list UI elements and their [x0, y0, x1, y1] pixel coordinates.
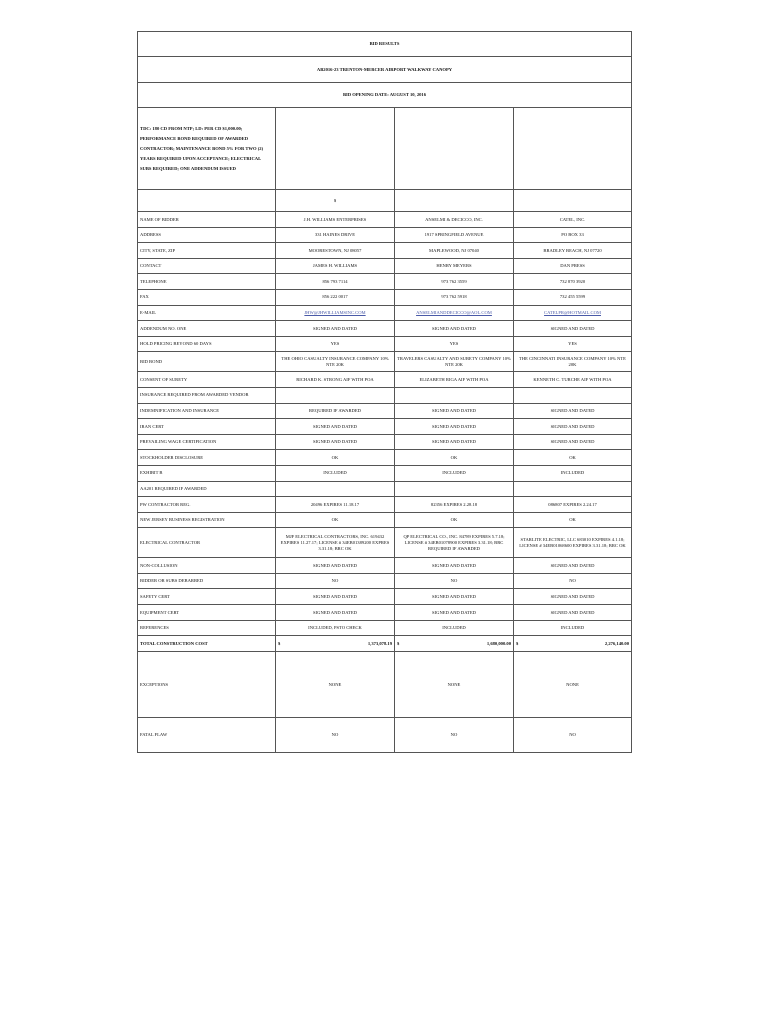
table-row — [138, 289, 632, 305]
cell-value: NONE — [514, 652, 632, 718]
currency-col2 — [395, 190, 514, 212]
total-amount: 1,373,078.19 — [367, 640, 392, 646]
row-label: BID BOND — [138, 352, 276, 372]
cell-value: SIGNED AND DATED — [395, 434, 514, 450]
notes-col1 — [276, 108, 395, 190]
cell-value: OK — [276, 512, 395, 528]
cell-value: SIGNED AND DATED — [395, 321, 514, 337]
cell-value: NONE — [276, 652, 395, 718]
cell-value: YES — [276, 336, 395, 352]
currency-col1: $ — [276, 190, 395, 212]
total-amount: 2,276,140.00 — [604, 640, 630, 646]
cell-value: QP ELECTRICAL CO., INC. 84789 EXPIRES 5.7.18; LICENSE # 34EB01078900 EXPIRES 3.31.18; BRC REQUIRED IF AWARDED — [395, 528, 514, 558]
table-row — [138, 321, 632, 337]
table-row — [138, 352, 632, 372]
project-title: AB2016-23 TRENTON-MERCER AIRPORT WALKWAY CANOPY — [138, 57, 632, 83]
cell-value: SIGNED AND DATED — [514, 605, 632, 621]
table-row — [138, 419, 632, 435]
table-row — [138, 305, 632, 321]
table-row — [138, 605, 632, 621]
cell-value: SIGNED AND DATED — [514, 558, 632, 574]
row-label: BIDDER OR SUBS DEBARRED — [138, 573, 276, 589]
cell-value: 1917 SPRINGFIELD AVENUE — [395, 227, 514, 243]
email-link[interactable]: ANSELMIANDDECICCO@AOL.COM — [395, 305, 514, 321]
row-label: INDEMNIFICATION AND INSURANCE — [138, 403, 276, 419]
row-label: AA201 REQUIRED IF AWARDED — [138, 481, 276, 497]
cell-value: CATEL, INC. — [514, 212, 632, 228]
cell-value: JAMES H. WILLIAMS — [276, 258, 395, 274]
row-label: TELEPHONE — [138, 274, 276, 290]
row-label: ELECTRICAL CONTRACTOR — [138, 528, 276, 558]
row-label: IRAN CERT — [138, 419, 276, 435]
table-row — [138, 465, 632, 481]
row-label: REFERENCES — [138, 620, 276, 636]
cell-value: THE OHIO CASUALTY INSURANCE COMPANY 10% NTE 20K — [276, 352, 395, 372]
total-value — [395, 636, 514, 652]
cell-value: NO — [514, 718, 632, 753]
row-label: FAX — [138, 289, 276, 305]
table-row — [138, 227, 632, 243]
total-row — [138, 636, 632, 652]
row-label: CONSENT OF SURETY — [138, 372, 276, 388]
cell-value: 331 HAINES DRIVE — [276, 227, 395, 243]
cell-value: 82356 EXPIRES 2.28.18 — [395, 497, 514, 513]
cell-value: SIGNED AND DATED — [276, 605, 395, 621]
cell-value: REQUIRED IF AWARDED — [276, 403, 395, 419]
cell-value: NO — [395, 718, 514, 753]
cell-value: 732 455 5599 — [514, 289, 632, 305]
cell-value: SIGNED AND DATED — [276, 589, 395, 605]
currency-symbol: $ — [516, 640, 519, 646]
cell-value: OK — [395, 450, 514, 466]
cell-value: SIGNED AND DATED — [395, 605, 514, 621]
cell-value: OK — [514, 512, 632, 528]
table-row — [138, 387, 632, 403]
cell-value: KENNETH C. TURCHE AIF WITH POA — [514, 372, 632, 388]
currency-label — [138, 190, 276, 212]
cell-value: INCLUDED — [514, 465, 632, 481]
cell-value: SIGNED AND DATED — [514, 434, 632, 450]
cell-value: NO — [276, 718, 395, 753]
cell-value: DAN PRESS — [514, 258, 632, 274]
cell-value — [276, 387, 395, 403]
currency-col3 — [514, 190, 632, 212]
cell-value: PO BOX 33 — [514, 227, 632, 243]
currency-symbol: $ — [278, 640, 281, 646]
table-row — [138, 497, 632, 513]
row-label: EQUIPMENT CERT — [138, 605, 276, 621]
row-label: EXCEPTIONS — [138, 652, 276, 718]
cell-value: MJF ELECTRICAL CONTRACTORS, INC. 619432 EXPIRES 11.27.17; LICENSE # 34EB01389200 EXPRES 3.31.18; BRC OK — [276, 528, 395, 558]
total-amount: 1,680,000.00 — [486, 640, 511, 646]
notes-cell: TDC: 180 CD FROM NTP; LD: PER CD $1,000.00; PERFORMANCE BOND REQUIRED OF AWARDED CONTRACTOR; MAINTENANCE BOND 5% FOR TWO (2) YEARS REQUIRED UPON ACCEPTANCE; ELECTRICAL SUBS REQUIRED; ONE ADDENDUM ISSUED — [138, 108, 276, 190]
cell-value — [395, 387, 514, 403]
cell-value: SIGNED AND DATED — [276, 434, 395, 450]
cell-value: INCLUDED — [395, 465, 514, 481]
total-label: TOTAL CONSTRUCTION COST — [138, 636, 276, 652]
cell-value: ANSELMI & DECICCO, INC. — [395, 212, 514, 228]
notes-col2 — [395, 108, 514, 190]
cell-value: SIGNED AND DATED — [395, 589, 514, 605]
row-label: CONTACT — [138, 258, 276, 274]
cell-value — [276, 481, 395, 497]
row-label: FATAL FLAW — [138, 718, 276, 753]
row-label: NEW JERSEY BUSINESS REGISTRATION — [138, 512, 276, 528]
table-row — [138, 558, 632, 574]
currency-symbol: $ — [397, 640, 400, 646]
cell-value: OK — [395, 512, 514, 528]
row-label: ADDRESS — [138, 227, 276, 243]
row-label: E-MAIL — [138, 305, 276, 321]
cell-value: INCLUDED, PSTO CHECK — [276, 620, 395, 636]
exceptions-row — [138, 652, 632, 718]
row-label: ADDENDUM NO. ONE — [138, 321, 276, 337]
row-label: PREVAILING WAGE CERTIFICATION — [138, 434, 276, 450]
cell-value: HENRY MEYERS — [395, 258, 514, 274]
title: BID RESULTS — [138, 32, 632, 57]
bid-results-sheet — [137, 31, 631, 753]
cell-value: RICHARD K. STRONG AIF WITH POA — [276, 372, 395, 388]
row-label: PW CONTRACTOR REG. — [138, 497, 276, 513]
table-row — [138, 589, 632, 605]
cell-value: SIGNED AND DATED — [514, 403, 632, 419]
notes-col3 — [514, 108, 632, 190]
cell-value: 20496 EXPIRES 11.18.17 — [276, 497, 395, 513]
table-row — [138, 434, 632, 450]
cell-value: YES — [395, 336, 514, 352]
table-row — [138, 212, 632, 228]
table-row — [138, 336, 632, 352]
cell-value: SIGNED AND DATED — [395, 558, 514, 574]
table-row — [138, 372, 632, 388]
email-link[interactable]: CATELPR@HOTMAIL.COM — [514, 305, 632, 321]
cell-value: ELIZABETH RIGA AIF WITH POA — [395, 372, 514, 388]
row-label: INSURANCE REQUIRED FROM AWARDED VENDOR — [138, 387, 276, 403]
cell-value: J.H. WILLIAMS ENTERPRISES — [276, 212, 395, 228]
cell-value: TRAVELERS CASUALTY AND SURETY COMPANY 10% NTE 20K — [395, 352, 514, 372]
row-label: SAFETY CERT — [138, 589, 276, 605]
cell-value: STARLITE ELECTRIC, LLC 683010 EXPIRES 4.1.18; LICENSE # 34EB01068600 EXPIRES 3.31.18; BRC OK — [514, 528, 632, 558]
cell-value: 732 870 3920 — [514, 274, 632, 290]
cell-value: NO — [276, 573, 395, 589]
cell-value: SIGNED AND DATED — [514, 419, 632, 435]
cell-value: SIGNED AND DATED — [276, 419, 395, 435]
cell-value: MOORESTOWN, NJ 08057 — [276, 243, 395, 259]
cell-value: SIGNED AND DATED — [276, 558, 395, 574]
cell-value: OK — [514, 450, 632, 466]
bid-opening-date: BID OPENING DATE: AUGUST 10, 2016 — [138, 83, 632, 108]
cell-value — [514, 387, 632, 403]
email-link[interactable]: JHW@JHWILLIAMSINC.COM — [276, 305, 395, 321]
bid-results-table — [137, 31, 632, 753]
cell-value: 856 793 7114 — [276, 274, 395, 290]
row-label: NAME OF BIDDER — [138, 212, 276, 228]
cell-value: NO — [514, 573, 632, 589]
table-row — [138, 620, 632, 636]
total-value — [514, 636, 632, 652]
table-row — [138, 573, 632, 589]
table-row — [138, 258, 632, 274]
table-row — [138, 450, 632, 466]
row-label: HOLD PRICING BEYOND 60 DAYS — [138, 336, 276, 352]
cell-value: NO — [395, 573, 514, 589]
cell-value — [514, 481, 632, 497]
cell-value: YES — [514, 336, 632, 352]
fatal-flaw-row — [138, 718, 632, 753]
row-label: EXHIBIT B — [138, 465, 276, 481]
cell-value: NONE — [395, 652, 514, 718]
cell-value: SIGNED AND DATED — [395, 403, 514, 419]
cell-value: OK — [276, 450, 395, 466]
cell-value: INCLUDED — [395, 620, 514, 636]
cell-value: INCLUDED — [276, 465, 395, 481]
table-row — [138, 403, 632, 419]
cell-value: SIGNED AND DATED — [514, 321, 632, 337]
row-label: CITY, STATE, ZIP — [138, 243, 276, 259]
cell-value: 973 762 3559 — [395, 274, 514, 290]
row-label: NON-COLLUSION — [138, 558, 276, 574]
cell-value: SIGNED AND DATED — [395, 419, 514, 435]
cell-value: BRADLEY BEACH, NJ 07720 — [514, 243, 632, 259]
cell-value: MAPLEWOOD, NJ 07040 — [395, 243, 514, 259]
row-label: STOCKHOLDER DISCLOSURE — [138, 450, 276, 466]
table-row — [138, 274, 632, 290]
cell-value: 973 762 5918 — [395, 289, 514, 305]
table-row — [138, 481, 632, 497]
total-value — [276, 636, 395, 652]
cell-value: INCLUDED — [514, 620, 632, 636]
table-row — [138, 512, 632, 528]
cell-value: THE CINCINNATI INSURANCE COMPANY 10% NTE 20K — [514, 352, 632, 372]
cell-value: SIGNED AND DATED — [514, 589, 632, 605]
cell-value: 856 222 0017 — [276, 289, 395, 305]
table-row — [138, 528, 632, 558]
cell-value: SIGNED AND DATED — [276, 321, 395, 337]
table-row — [138, 243, 632, 259]
cell-value — [395, 481, 514, 497]
cell-value: 086807 EXPIRES 2.24.17 — [514, 497, 632, 513]
